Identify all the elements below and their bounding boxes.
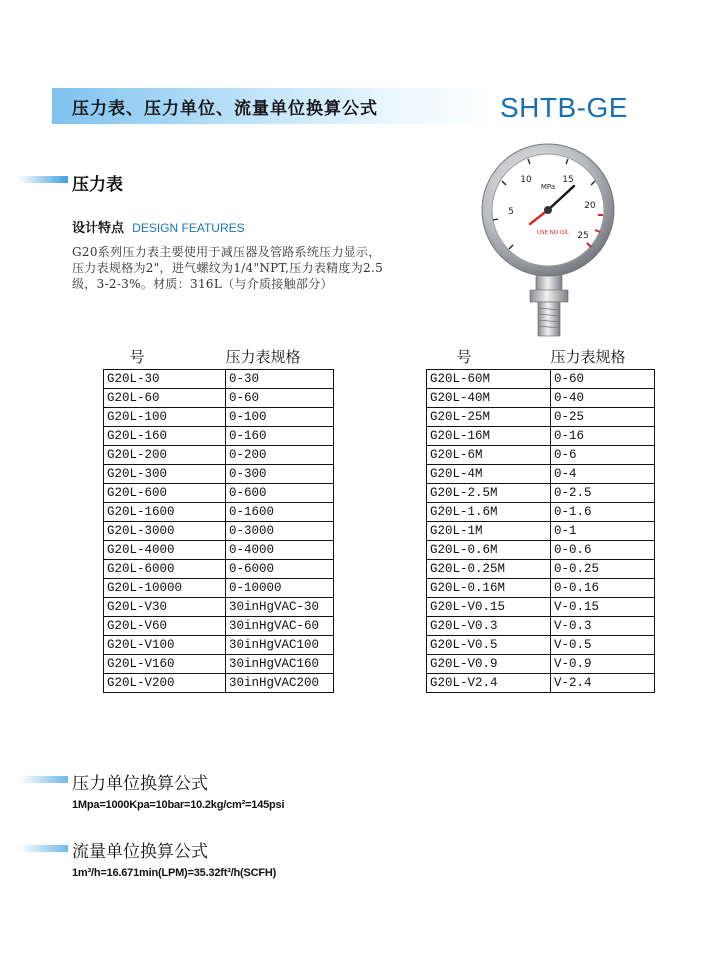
model-cell: G20L-2.5M	[427, 484, 551, 503]
table-row	[427, 389, 655, 408]
model-cell: G20L-40M	[427, 389, 551, 408]
spec-cell: V-0.3	[551, 617, 655, 636]
table-row	[104, 636, 334, 655]
model-cell: G20L-V60	[104, 617, 226, 636]
section-marker	[18, 176, 68, 183]
model-cell: G20L-0.16M	[427, 579, 551, 598]
table-row	[104, 579, 334, 598]
spec-cell: 0-6	[551, 446, 655, 465]
spec-cell: 0-60	[226, 389, 334, 408]
spec-cell: 0-4	[551, 465, 655, 484]
model-cell: G20L-30	[104, 370, 226, 389]
table-row	[104, 427, 334, 446]
dial-label: 20	[584, 201, 596, 211]
spec-cell: 0-100	[226, 408, 334, 427]
spec-cell: 0-0.16	[551, 579, 655, 598]
spec-cell: 30inHgVAC100	[226, 636, 334, 655]
table-row	[427, 579, 655, 598]
table-row	[104, 655, 334, 674]
table-row	[427, 541, 655, 560]
table-row	[427, 655, 655, 674]
page-title: 压力表、压力单位、流量单位换算公式	[72, 99, 378, 119]
header-spec: 压力表规格	[225, 348, 301, 366]
design-features-cn: 设计特点	[72, 221, 125, 236]
dial-unit: MPa	[540, 183, 556, 191]
dial-label: 5	[508, 207, 514, 217]
model-cell: G20L-6M	[427, 446, 551, 465]
spec-cell: 0-10000	[226, 579, 334, 598]
table-row	[427, 636, 655, 655]
spec-cell: 0-3000	[226, 522, 334, 541]
table-row	[104, 560, 334, 579]
table-row	[427, 446, 655, 465]
spec-cell: 30inHgVAC160	[226, 655, 334, 674]
table-row	[427, 465, 655, 484]
table-row	[104, 465, 334, 484]
model-cell: G20L-4000	[104, 541, 226, 560]
table-row	[104, 522, 334, 541]
table-row	[427, 522, 655, 541]
table-row	[104, 389, 334, 408]
model-cell: G20L-1.6M	[427, 503, 551, 522]
model-cell: G20L-3000	[104, 522, 226, 541]
section-marker	[18, 776, 68, 783]
table-row	[104, 370, 334, 389]
table-row	[104, 503, 334, 522]
spec-cell: 0-600	[226, 484, 334, 503]
header-spec: 压力表规格	[550, 348, 626, 366]
spec-cell: 0-0.25	[551, 560, 655, 579]
model-cell: G20L-V2.4	[427, 674, 551, 693]
header-model: 号	[456, 348, 472, 366]
table-row	[104, 484, 334, 503]
spec-cell: 0-160	[226, 427, 334, 446]
dial-label: 25	[577, 231, 589, 241]
model-cell: G20L-4M	[427, 465, 551, 484]
table-row	[427, 674, 655, 693]
model-cell: G20L-160	[104, 427, 226, 446]
spec-cell: 0-2.5	[551, 484, 655, 503]
model-cell: G20L-V200	[104, 674, 226, 693]
design-features-en: DESIGN FEATURES	[132, 221, 245, 235]
section-title-flow-units: 流量单位换算公式	[72, 842, 208, 862]
model-cell: G20L-16M	[427, 427, 551, 446]
spec-cell: 0-6000	[226, 560, 334, 579]
table-header-row	[427, 346, 655, 370]
spec-table-left	[103, 346, 334, 693]
model-cell: G20L-V100	[104, 636, 226, 655]
pressure-gauge-image	[470, 142, 620, 342]
dial-label: 10	[520, 175, 532, 185]
spec-cell: 30inHgVAC-60	[226, 617, 334, 636]
spec-table-right	[426, 346, 655, 693]
dial-warning: USE NO OIL	[537, 230, 569, 236]
table-row	[427, 370, 655, 389]
model-cell: G20L-1600	[104, 503, 226, 522]
pressure-formula: 1Mpa=1000Kpa=10bar=10.2kg/cm²=145psi	[72, 799, 285, 811]
model-cell: G20L-V0.9	[427, 655, 551, 674]
model-cell: G20L-1M	[427, 522, 551, 541]
model-cell: G20L-0.6M	[427, 541, 551, 560]
table-row	[427, 484, 655, 503]
table-row	[104, 674, 334, 693]
spec-cell: 0-40	[551, 389, 655, 408]
design-features-heading	[72, 217, 245, 236]
spec-cell: 0-4000	[226, 541, 334, 560]
spec-cell: 0-200	[226, 446, 334, 465]
section-title-pressure-units: 压力单位换算公式	[72, 774, 208, 794]
dial-label: 15	[562, 175, 574, 185]
spec-cell: 0-1600	[226, 503, 334, 522]
model-cell: G20L-200	[104, 446, 226, 465]
model-cell: G20L-60	[104, 389, 226, 408]
model-cell: G20L-6000	[104, 560, 226, 579]
model-cell: G20L-V0.5	[427, 636, 551, 655]
spec-cell: V-2.4	[551, 674, 655, 693]
spec-cell: 0-1	[551, 522, 655, 541]
spec-cell: 0-60	[551, 370, 655, 389]
table-row	[104, 617, 334, 636]
model-cell: G20L-V30	[104, 598, 226, 617]
table-row	[427, 408, 655, 427]
table-row	[104, 598, 334, 617]
spec-cell: V-0.5	[551, 636, 655, 655]
table-row	[427, 598, 655, 617]
flow-formula: 1m³/h=16.671min(LPM)=35.32ft³/h(SCFH)	[72, 867, 277, 879]
model-cell: G20L-10000	[104, 579, 226, 598]
brand-logo-text: SHTB-GE	[500, 92, 628, 123]
spec-cell: 0-1.6	[551, 503, 655, 522]
table-row	[104, 408, 334, 427]
table-row	[427, 427, 655, 446]
model-cell: G20L-300	[104, 465, 226, 484]
model-cell: G20L-V0.15	[427, 598, 551, 617]
spec-cell: 0-0.6	[551, 541, 655, 560]
spec-cell: 30inHgVAC-30	[226, 598, 334, 617]
model-cell: G20L-V0.3	[427, 617, 551, 636]
spec-cell: 30inHgVAC200	[226, 674, 334, 693]
spec-cell: V-0.15	[551, 598, 655, 617]
section-marker	[18, 845, 68, 852]
spec-cell: 0-25	[551, 408, 655, 427]
model-cell: G20L-0.25M	[427, 560, 551, 579]
table-row	[427, 617, 655, 636]
table-row	[104, 446, 334, 465]
spec-cell: V-0.9	[551, 655, 655, 674]
model-cell: G20L-60M	[427, 370, 551, 389]
model-cell: G20L-V160	[104, 655, 226, 674]
gauge-description: G20系列压力表主要使用于减压器及管路系统压力显示，压力表规格为2"，进气螺纹为1/4"NPT,压力表精度为2.5级，3-2-3%。材质：316L（与介质接触部分）	[72, 245, 384, 291]
section-title-gauge: 压力表	[72, 175, 123, 195]
model-cell: G20L-600	[104, 484, 226, 503]
table-header-row	[104, 346, 334, 370]
table-row	[104, 541, 334, 560]
spec-cell: 0-300	[226, 465, 334, 484]
spec-cell: 0-16	[551, 427, 655, 446]
header-model: 号	[129, 348, 145, 366]
spec-cell: 0-30	[226, 370, 334, 389]
table-row	[427, 503, 655, 522]
model-cell: G20L-25M	[427, 408, 551, 427]
model-cell: G20L-100	[104, 408, 226, 427]
table-row	[427, 560, 655, 579]
